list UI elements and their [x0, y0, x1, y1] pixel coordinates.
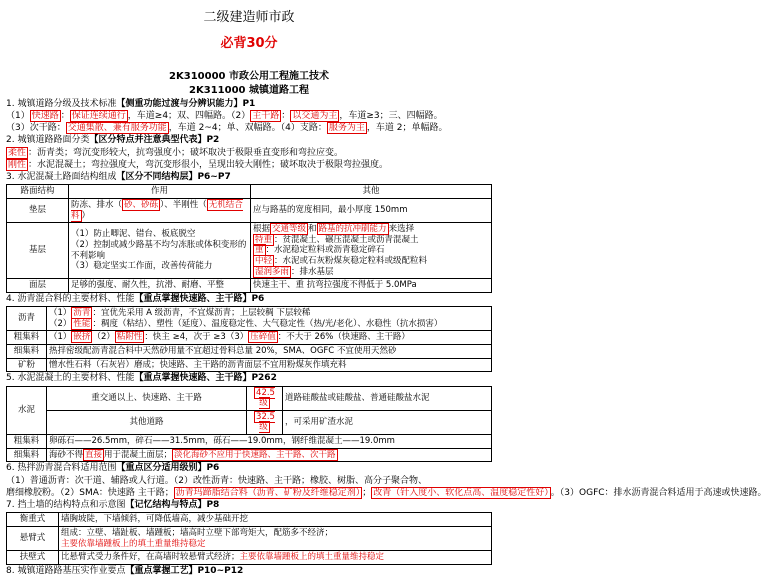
table-row [7, 198, 492, 222]
table-row [7, 410, 492, 434]
table-cell: 沥青 [7, 307, 47, 331]
table-row [7, 345, 492, 359]
table-cell: 组成：立壁、墙趾板、墙踵板；墙高时立壁下部弯矩大，配筋多不经济； 主要依靠墙踵板上的填土重量维持稳定 [59, 526, 492, 550]
table-cell: 衡重式 [7, 513, 59, 527]
table-row [7, 358, 492, 372]
table-header: 路面结构 [7, 185, 69, 199]
table-row [7, 551, 492, 565]
table-row [7, 185, 492, 199]
s2-heading: 2. 城镇道路路面分类【区分特点并注意典型代表】P2 [6, 135, 220, 146]
table-row [7, 526, 492, 550]
table-cell: 32.5 级 [247, 410, 283, 434]
table-cell: 面层 [7, 279, 69, 293]
s3-heading: 3. 水泥混凝土路面结构组成【区分不同结构层】P6~P7 [6, 172, 231, 182]
asphalt-materials-table [6, 306, 492, 372]
table-cell: 热拌密级配沥青混合料中天然砂用量不宜超过骨料总量 20%，SMA、OGFC 不宜使用天然砂 [47, 345, 492, 359]
table-cell: 重交通以上、快速路、主干路 [47, 386, 247, 410]
table-cell: 防冻、排水（ 砂、砂砾 ）、半刚性（ 无机结合料 ） [69, 198, 251, 222]
table-cell: 细集料 [7, 448, 47, 462]
table-header: 其他 [251, 185, 492, 199]
table-row [7, 307, 492, 331]
s6-line2: 磨细橡胶粉。（2）SMA：快速路 主干路； 沥青玛蹄脂结合料（沥青、矿粉及纤维稳定剂） ； 改青（针入度小、软化点高、温度稳定性好） 。（3）OGFC：排水沥青混合料适用于高速或快速路。 [6, 487, 767, 498]
table-cell: 道路硅酸盐或硅酸盐、普通硅酸盐水泥 [283, 386, 492, 410]
table-cell: （1） 沥青 ：宜优先采用 A 级沥青，不宜煤沥青；上层较稠 下层较稀 （2） 性能 ：稠度（粘结）、塑性（延度）、温度稳定性、大气稳定性（热/光/老化）、水稳性（抗水损害） [47, 307, 492, 331]
table-cell: 细集料 [7, 345, 47, 359]
table-row [7, 223, 492, 279]
table-cell: 卵砾石——26.5mm，碎石——31.5mm，砾石——19.0mm，钢纤维混凝土——19.0mm [47, 435, 492, 449]
s1-line1: （1） 快速路 ： 保证连续通行 ，车道≥4；双、四幅路。（2） 主干路 ： 以交通为主 ，车道≥3；三、四幅路。 [6, 110, 443, 121]
s2-line2: 刚性 ：水泥混凝土；弯拉强度大，弯沉变形很小，呈现出较大刚性；破坏取决于极限弯拉强度。 [8, 159, 389, 170]
table-cell: 垫层 [7, 198, 69, 222]
section-title: 2K311000 城镇道路工程 [189, 85, 309, 96]
table-cell: 快速主干、重 抗弯拉强度不得低于 5.0MPa [251, 279, 492, 293]
table-header: 作用 [69, 185, 251, 199]
table-cell: 粗集料 [7, 331, 47, 345]
concrete-materials-table [6, 386, 492, 463]
table-cell: 粗集料 [7, 435, 47, 449]
s7-heading: 7. 挡土墙的结构特点和示意图【记忆结构与特点】P8 [6, 500, 220, 510]
retaining-wall-table [6, 512, 492, 565]
table-cell: 根据 交通等级 和 路基的抗冲刷能力 来选择 特重 ：贫混凝土、碾压混凝土或沥青混凝土 重 ：水泥稳定粒料或沥青稳定碎石 中轻 ：水泥或石灰粉煤灰稳定粒料或级配粒料 湿润多雨 ：排水基层 [251, 223, 492, 279]
table-cell: 扶壁式 [7, 551, 59, 565]
table-row [7, 513, 492, 527]
table-cell: 比悬臂式受力条件好，在高墙时较悬臂式经济；主要依靠墙踵板上的填土重量维持稳定 [59, 551, 492, 565]
table-cell: 基层 [7, 223, 69, 279]
table-cell: 海砂不得 直接 用于混凝土面层； 淡化海砂不应用于快速路、主干路、次干路 [47, 448, 492, 462]
s2-line1: 柔性 ：沥青类；弯沉变形较大，抗弯强度小；破坏取决于极限垂直变形和弯拉应变。 [8, 147, 344, 158]
s6-heading: 6. 热拌沥青混合料适用范围【重点区分适用级别】P6 [6, 463, 220, 474]
table-row [7, 331, 492, 345]
table-cell: 其他道路 [47, 410, 247, 434]
s6-line1: （1）普通沥青：次干道、辅路或人行道。（2）改性沥青：快速路、主干路；橡胶、树脂、高分子聚合物、 [6, 475, 427, 486]
table-cell: （1）防止唧泥、错台、板底脱空 （2）控制或减少路基不均匀冻胀或体积变形的不利影响 （3）稳定坚实工作面，改善传荷能力 [69, 223, 251, 279]
s5-heading: 5. 水泥混凝土的主要材料、性能【重点掌握快速路、主干路】P262 [6, 373, 277, 384]
table-row [7, 435, 492, 449]
table-cell: 悬臂式 [7, 526, 59, 550]
s8-heading: 8. 城镇道路路基压实作业要点【重点掌握工艺】P10~P12 [6, 565, 244, 576]
chapter-title: 2K310000 市政公用工程施工技术 [169, 70, 329, 82]
table-row [7, 448, 492, 462]
table-cell: 矿粉 [7, 358, 47, 372]
table-cell: 憎水性石料（石灰岩）磨成；快速路、主干路的沥青面层不宜用粉煤灰作填充料 [47, 358, 492, 372]
s1-heading: 1. 城镇道路分级及技术标准【侧重功能过渡与分辨识能力】P1 [6, 98, 256, 109]
s1-line2: （3）次干路： 交通集散、兼有服务功能 ，车道 2~4；单、双幅路。（4）支路： 服务为主 ，车道 2；单幅路。 [6, 123, 448, 133]
table-cell: ，可采用矿渣水泥 [283, 410, 492, 434]
document-page [0, 10, 767, 576]
table-cell: 42.5 级 [247, 386, 283, 410]
table-cell: 水泥 [7, 386, 47, 435]
table-cell: 应与路基的宽度相同，最小厚度 150mm [251, 198, 492, 222]
doc-title: 二级建造师市政 [203, 10, 295, 25]
table-cell: （1） 嵌挤 （2） 粘附性 ：快主 ≥4，次于 ≥3（3） 压碎值 ：不大于 26%（快速路、主干路） [47, 331, 492, 345]
doc-subtitle: 必背30分 [220, 36, 278, 52]
table-row [7, 386, 492, 410]
table-cell: 墙胸坡陡，下墙倾斜，可降低墙高，减少基础开挖 [59, 513, 492, 527]
table-cell: 足够的强度、耐久性，抗滑、耐磨、平整 [69, 279, 251, 293]
table-row [7, 279, 492, 293]
pavement-structure-table [6, 184, 492, 293]
s4-heading: 4. 沥青混合料的主要材料、性能【重点掌握快速路、主干路】P6 [6, 293, 265, 304]
